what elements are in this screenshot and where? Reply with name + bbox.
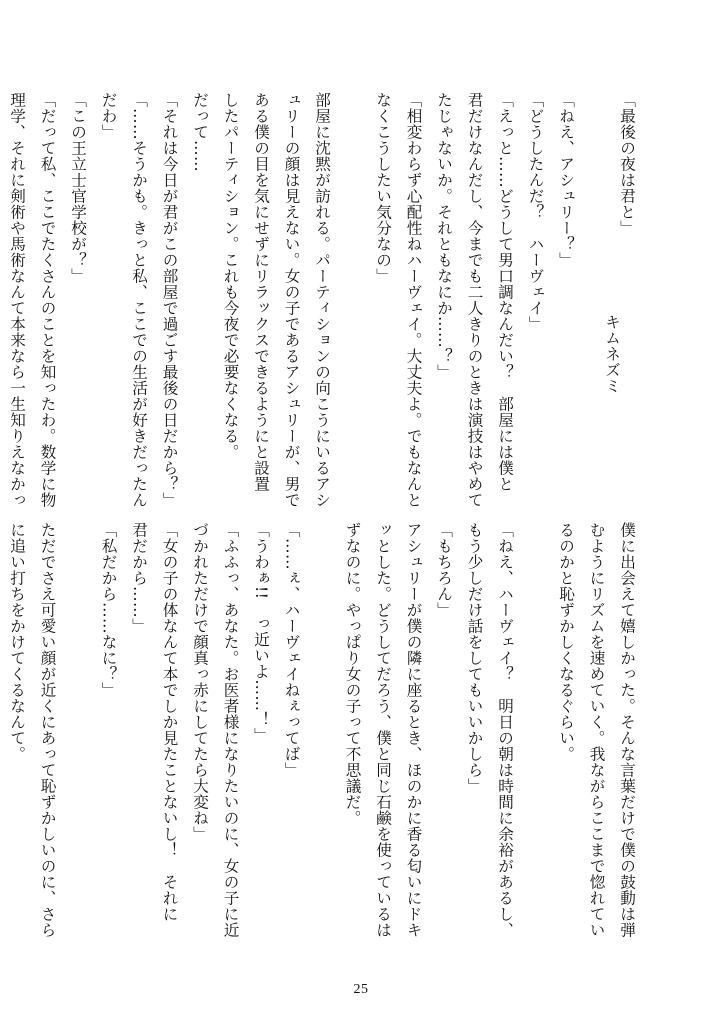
upper-text-line (0, 92, 2, 522)
lower-text-line: るのかと恥ずかしくなるぐらい。 (557, 522, 575, 762)
upper-text-line: 君だけなんだし、今までも二人きりのときは演技はやめて (465, 92, 484, 508)
lower-text-line (307, 522, 338, 952)
lower-text-line (520, 522, 551, 952)
upper-text-line: 理学、それに剣術や馬術なんて本来なら一生知りえなかっ (8, 92, 26, 508)
lower-text-line: 「ふふっ、あなた。お医者様になりたいのに、女の子に近 (221, 522, 240, 938)
lower-text-line: 君だから……」 (130, 522, 148, 634)
lower-text-block (0, 522, 642, 952)
lower-text-line: 「……ぇ、ハーヴェイねぇってば」 (282, 522, 301, 778)
upper-text-line: 「この王立士官学校が？」 (69, 92, 87, 284)
upper-text-line: 「だって私、ここでたくさんのことを知ったわ。数学に物 (38, 92, 57, 508)
upper-text-line (337, 92, 368, 522)
lower-text-line: に追い打ちをかけてくるなんて。 (8, 522, 26, 762)
upper-text-line: 「最後の夜は君と」 (618, 92, 636, 236)
lower-text-line: 「私だから……なに？」 (99, 522, 118, 698)
upper-text-line: だって…… (191, 92, 209, 172)
upper-text-block (0, 92, 642, 522)
page-number: 25 (353, 982, 369, 997)
upper-text-line: 「それは今日が君がこの部屋で過ごす最後の日だから？」 (160, 92, 179, 508)
upper-text-line: 「ねえ、アシュリー？」 (557, 92, 575, 268)
lower-text-line: ッとした。どうしてだろう、僕と同じ石鹸を使っているは (374, 522, 392, 938)
lower-text-line: もう少しだけ話をしてもいいかしら」 (465, 522, 484, 794)
lower-text-line: むようにリズムを速めていく。我ながらここまで惚れてい (587, 522, 606, 938)
lower-text-line: アシュリーが僕の隣に座るとき、ほのかに香る匂いにドキ (404, 522, 423, 938)
lower-text-line: 「ねえ、ハーヴェイ？ 明日の朝は時間に余裕があるし、 (496, 522, 514, 938)
upper-text-line: 部屋に沈黙が訪れる。パーティションの向こうにいるアシ (313, 92, 331, 508)
upper-text-line: なくこうしたい気分なの」 (374, 92, 392, 284)
upper-text-line: たじゃないか。それともなにか……？」 (435, 92, 453, 380)
upper-text-line: 「……そうかも。きっと私、ここでの生活が好きだったん (130, 92, 148, 508)
upper-text-line: 「相変わらず心配性ねハーヴェイ。大丈夫よ。でもなんと (404, 92, 423, 508)
lower-text-line: 「女の子の体なんて本でしか見たことないし！ それに (160, 522, 179, 922)
lower-text-line: づかれただけで顔真っ赤にしてたら大変ね」 (191, 522, 209, 842)
lower-text-line (63, 522, 94, 952)
upper-text-line: 「どうしたんだ？ ハーヴェイ」 (526, 92, 545, 332)
upper-text-line: だわ」 (99, 92, 118, 140)
upper-text-line: ュリーの顔は見えない。女の子であるアシュリーが、男で (282, 92, 301, 508)
author-name: キムネズミ (603, 314, 621, 394)
lower-text-line: ただでさえ可愛い顔が近くにあって恥ずかしいのに、さら (38, 522, 57, 938)
upper-text-line: 「えっと……どうして男口調なんだい？ 部屋には僕と (496, 92, 514, 492)
lower-text-line: ずなのに。やっぱり女の子って不思議だ。 (343, 522, 362, 826)
lower-text-line (0, 522, 2, 952)
upper-text-line: ある僕の目を気にせずにリラックスできるようにと設置 (252, 92, 270, 492)
upper-text-line (581, 92, 612, 522)
lower-text-line: 「うわぁ!! っ近いよ……！」 (252, 522, 270, 744)
upper-text-line: したパーティション。これも今夜で必要なくなる。 (221, 92, 240, 460)
lower-text-line: 僕に出会えて嬉しかった。そんな言葉だけで僕の鼓動は弾 (618, 522, 636, 938)
lower-text-line: 「もちろん」 (435, 522, 453, 618)
